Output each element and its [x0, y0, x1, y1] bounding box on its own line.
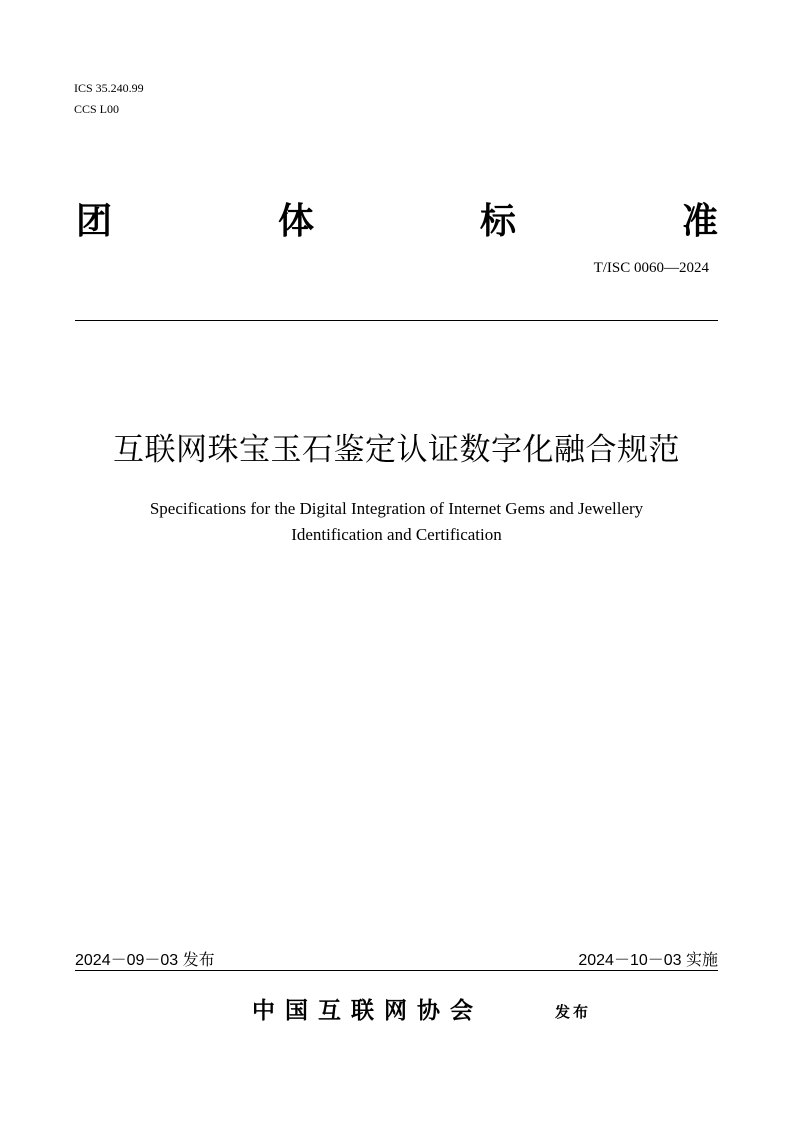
ccs-code: CCS L00: [74, 102, 120, 116]
title-english-line-2: Identification and Certification: [291, 525, 502, 544]
standard-number: T/ISC 0060—2024: [593, 260, 709, 276]
doc-type-char: 准: [681, 200, 718, 242]
title-chinese: 互联网珠宝玉石鉴定认证数字化融合规范: [113, 432, 680, 468]
document-type-heading: [76, 196, 718, 240]
doc-type-char: 体: [277, 200, 314, 242]
dates-row: [75, 950, 718, 970]
title-english: [0, 496, 793, 548]
doc-type-char: 团: [76, 200, 113, 242]
publisher-name: 中国互联网协会: [252, 997, 483, 1024]
bottom-divider: [75, 970, 718, 971]
doc-type-char: 标: [479, 200, 516, 242]
publish-date: 2024－09－03 发布: [75, 952, 215, 969]
ics-code: ICS 35.240.99: [74, 81, 144, 95]
top-divider: [75, 320, 718, 321]
publisher-action: 发布: [555, 1003, 592, 1021]
classification-codes: [74, 78, 144, 120]
implementation-date: 2024－10－03 实施: [578, 952, 718, 969]
title-english-line-1: Specifications for the Digital Integration of Internet Gems and Jewellery: [149, 499, 644, 518]
